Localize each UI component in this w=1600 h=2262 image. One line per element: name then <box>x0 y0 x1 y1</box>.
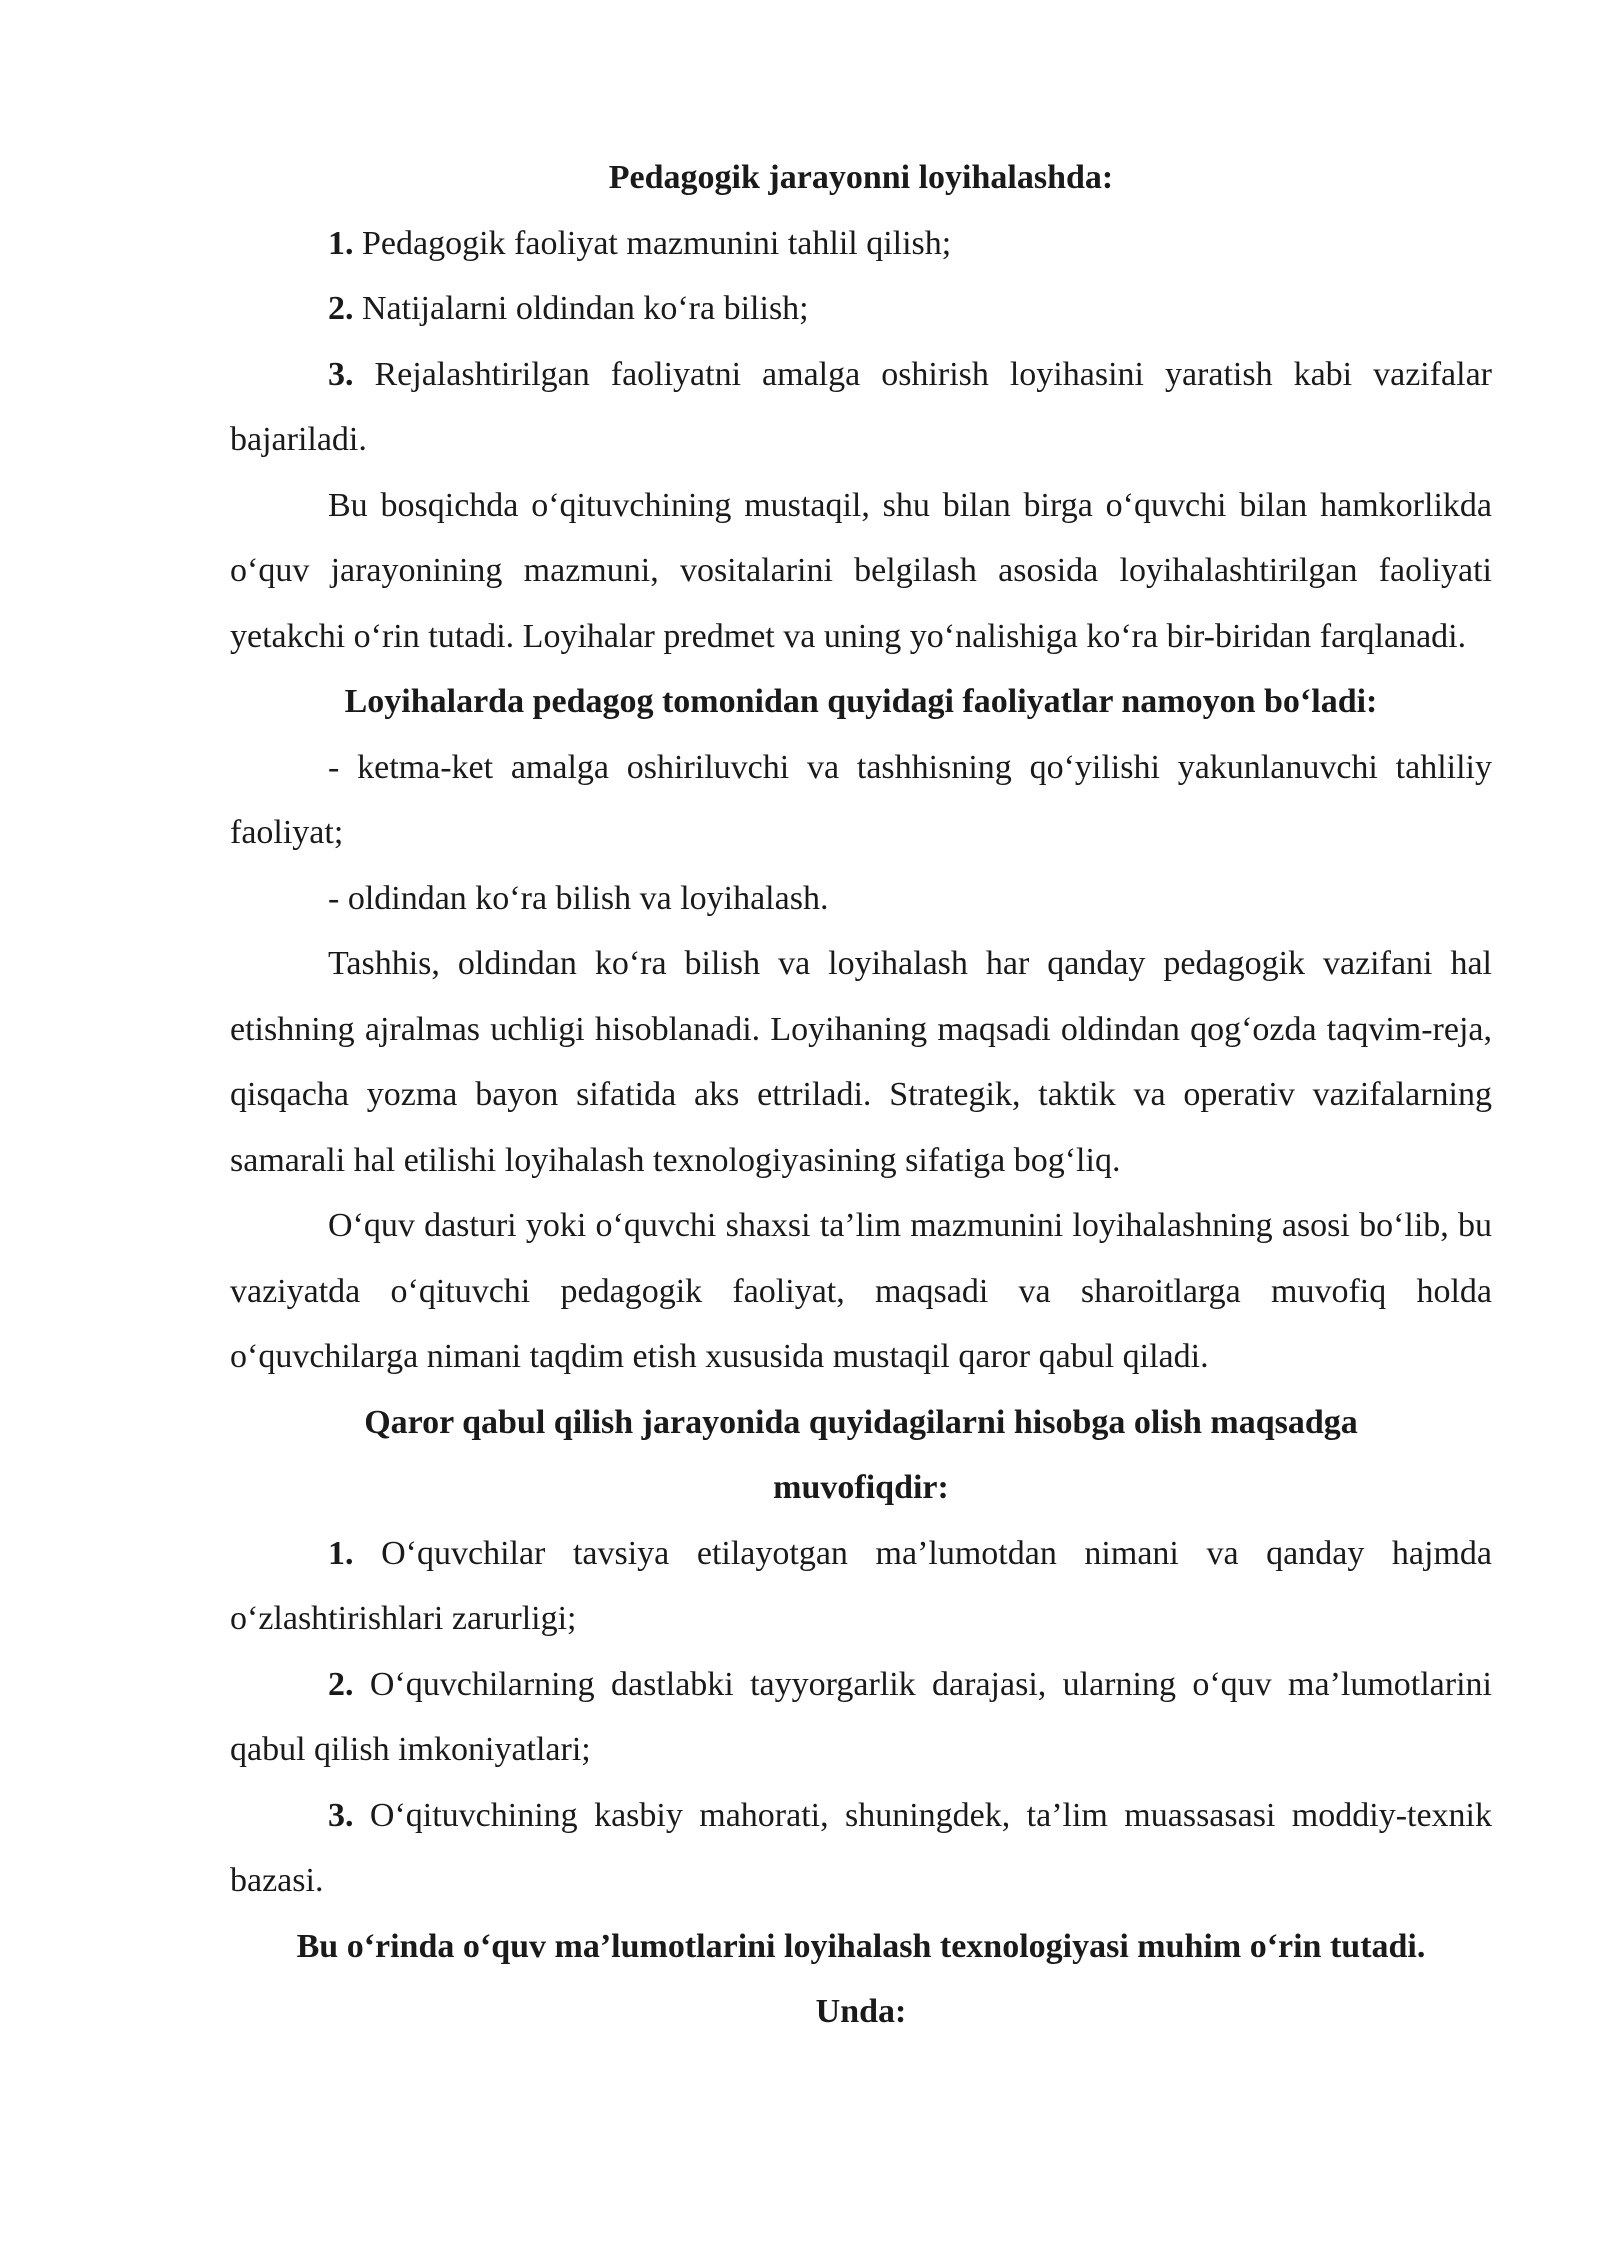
list-number: 1. <box>328 224 354 262</box>
dash-item: - ketma-ket amalga oshiriluvchi va tashhisning qo‘yilishi yakunlanuvchi tahliliy faoliyat; <box>230 748 1492 851</box>
heading-pedagogik-jarayon: Pedagogik jarayonni loyihalashda: <box>608 159 1114 196</box>
list-number: 2. <box>328 290 354 327</box>
document-page <box>230 145 1492 2045</box>
list-number: 1. <box>328 1534 354 1572</box>
list-item <box>230 1521 1492 1652</box>
list-text: O‘quvchilarning dastlabki tayyorgarlik darajasi, ularning o‘quv ma’lumotlarini qabul qilish imkoniyatlari; <box>230 1665 1492 1768</box>
list-number: 2. <box>328 1665 354 1703</box>
list-item <box>230 1783 1492 1914</box>
list-number: 3. <box>328 1796 354 1834</box>
paragraph-tashhis: Tashhis, oldindan ko‘ra bilish va loyihalash har qanday pedagogik vazifani hal etishning ajralmas uchligi hisoblanadi. Loyihaning maqsadi oldindan qog‘ozda taqvim-reja, qisqacha yozma bayon sifatida aks ettriladi. Strategik, taktik va operativ vazifalarning samarali hal etilishi loyihalash texnologiyasining sifatiga bog‘liq. <box>230 945 1492 1179</box>
list-item <box>230 211 1492 277</box>
list-text: Pedagogik faoliyat mazmunini tahlil qilish; <box>353 224 952 262</box>
list-number: 3. <box>328 355 354 393</box>
heading-unda: Unda: <box>815 1993 907 2030</box>
heading-qaror: Qaror qabul qilish jarayonida quyidagilarni hisobga olish maqsadga muvofiqdir: <box>364 1403 1358 1506</box>
paragraph-bosqich: Bu bosqichda o‘qituvchining mustaqil, shu bilan birga o‘quvchi bilan hamkorlikda o‘quv jarayonining mazmuni, vositalarini belgilash asosida loyihalashtirilgan faoliyati yetakchi o‘rin tutadi. Loyihalar predmet va uning yo‘nalishiga ko‘ra bir-biridan farqlanadi. <box>230 486 1492 655</box>
paragraph-oquv-dasturi: O‘quv dasturi yoki o‘quvchi shaxsi ta’lim mazmunini loyihalashning asosi bo‘lib, bu vaziyatda o‘qituvchi pedagogik faoliyat, maqsadi va sharoitlarga muvofiq holda o‘quvchilarga nimani taqdim etish xususida mustaqil qaror qabul qiladi. <box>230 1207 1492 1375</box>
list-text: Rejalashtirilgan faoliyatni amalga oshirish loyihasini yaratish kabi vazifalar bajariladi. <box>230 355 1492 458</box>
list-item <box>230 342 1492 473</box>
heading-loyihalarda: Loyihalarda pedagog tomonidan quyidagi faoliyatlar namoyon bo‘ladi: <box>344 683 1378 720</box>
list-text: Natijalarni oldindan ko‘ra bilish; <box>353 290 809 327</box>
list-text: O‘qituvchining kasbiy mahorati, shuningdek, ta’lim muassasasi moddiy-texnik bazasi. <box>230 1796 1492 1899</box>
heading-bu-orinda: Bu o‘rinda o‘quv ma’lumotlarini loyihalash texnologiyasi muhim o‘rin tutadi. <box>296 1927 1426 1965</box>
list-item <box>230 1652 1492 1783</box>
dash-item: - oldindan ko‘ra bilish va loyihalash. <box>328 879 829 917</box>
list-text: O‘quvchilar tavsiya etilayotgan ma’lumotdan nimani va qanday hajmda o‘zlashtirishlari zarurligi; <box>230 1534 1492 1637</box>
list-item <box>230 276 1492 342</box>
